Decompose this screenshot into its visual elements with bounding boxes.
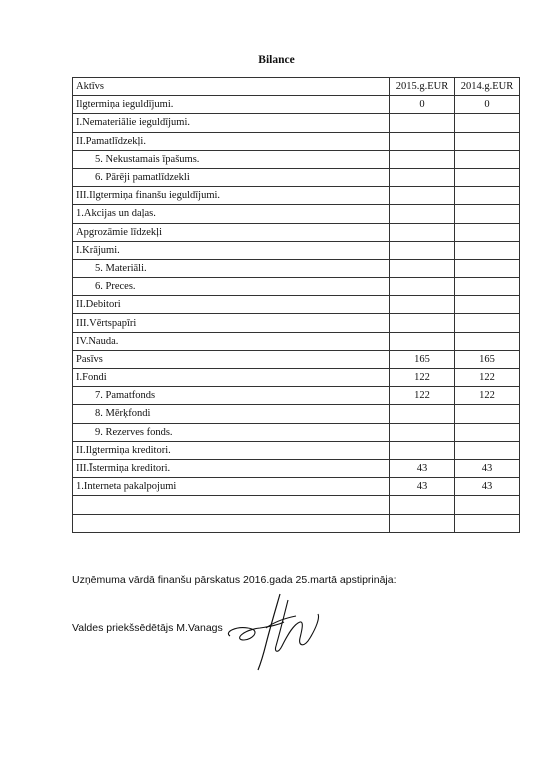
row-label: Apgrozāmie līdzekļi — [73, 223, 390, 241]
row-label: 6. Pārēji pamatlīdzekli — [73, 168, 390, 186]
row-label: Pasīvs — [73, 350, 390, 368]
row-value-2014: 122 — [455, 387, 520, 405]
table-row — [73, 241, 520, 259]
row-label: 8. Mērķfondi — [73, 405, 390, 423]
row-label: Ilgtermiņa ieguldījumi. — [73, 96, 390, 114]
row-value-2015 — [390, 132, 455, 150]
approval-statement: Uzņēmuma vārdā finanšu pārskatus 2016.gada 25.martā apstiprināja: — [72, 574, 397, 586]
row-value-2015 — [390, 150, 455, 168]
row-value-2015 — [390, 441, 455, 459]
row-label: IV.Nauda. — [73, 332, 390, 350]
table-row — [73, 350, 520, 368]
row-label: III.Vērtspapīri — [73, 314, 390, 332]
row-value-2014 — [455, 314, 520, 332]
table-row — [73, 514, 520, 532]
row-value-2015 — [390, 187, 455, 205]
row-value-2014 — [455, 205, 520, 223]
row-value-2015: 122 — [390, 387, 455, 405]
row-label: I.Nemateriālie ieguldījumi. — [73, 114, 390, 132]
table-row — [73, 187, 520, 205]
row-label: I.Krājumi. — [73, 241, 390, 259]
row-value-2015 — [390, 278, 455, 296]
row-label: II.Ilgtermiņa kreditori. — [73, 441, 390, 459]
row-value-2015 — [390, 314, 455, 332]
row-label: II.Pamatlīdzekļi. — [73, 132, 390, 150]
header-aktivs: Aktīvs — [73, 78, 390, 96]
row-value-2015 — [390, 114, 455, 132]
row-value-2015 — [390, 168, 455, 186]
table-row — [73, 423, 520, 441]
row-value-2014 — [455, 223, 520, 241]
signer-line: Valdes priekšsēdētājs M.Vanags — [72, 622, 223, 634]
row-value-2014 — [455, 168, 520, 186]
balance-table-body — [73, 96, 520, 533]
row-value-2014 — [455, 514, 520, 532]
table-row — [73, 278, 520, 296]
row-label: 9. Rezerves fonds. — [73, 423, 390, 441]
row-value-2014 — [455, 423, 520, 441]
handwritten-signature — [222, 588, 332, 678]
row-value-2015 — [390, 296, 455, 314]
row-label — [73, 514, 390, 532]
document-title: Bilance — [258, 54, 295, 66]
row-label: 7. Pamatfonds — [73, 387, 390, 405]
table-row — [73, 168, 520, 186]
table-row — [73, 223, 520, 241]
row-label: 1.Akcijas un daļas. — [73, 205, 390, 223]
row-value-2014: 122 — [455, 369, 520, 387]
row-label: III.Ilgtermiņa finanšu ieguldījumi. — [73, 187, 390, 205]
row-value-2014 — [455, 296, 520, 314]
row-label: II.Debitori — [73, 296, 390, 314]
row-value-2014 — [455, 496, 520, 514]
row-value-2015: 43 — [390, 459, 455, 477]
header-2015: 2015.g.EUR — [390, 78, 455, 96]
table-row — [73, 296, 520, 314]
table-row — [73, 205, 520, 223]
table-row — [73, 132, 520, 150]
row-value-2015 — [390, 423, 455, 441]
row-label: 5. Materiāli. — [73, 259, 390, 277]
row-value-2015 — [390, 514, 455, 532]
row-value-2014 — [455, 132, 520, 150]
table-row — [73, 496, 520, 514]
row-value-2014 — [455, 187, 520, 205]
row-value-2015 — [390, 205, 455, 223]
row-value-2015 — [390, 405, 455, 423]
row-value-2015 — [390, 223, 455, 241]
header-2014: 2014.g.EUR — [455, 78, 520, 96]
table-row — [73, 314, 520, 332]
row-value-2014 — [455, 441, 520, 459]
row-value-2014: 43 — [455, 478, 520, 496]
table-row — [73, 405, 520, 423]
row-value-2015 — [390, 496, 455, 514]
row-value-2015 — [390, 259, 455, 277]
row-value-2014: 165 — [455, 350, 520, 368]
row-value-2015: 122 — [390, 369, 455, 387]
row-label: 1.Interneta pakalpojumi — [73, 478, 390, 496]
table-row — [73, 114, 520, 132]
row-value-2015: 43 — [390, 478, 455, 496]
table-row — [73, 259, 520, 277]
table-row — [73, 369, 520, 387]
table-row — [73, 150, 520, 168]
row-value-2014 — [455, 405, 520, 423]
row-value-2015 — [390, 332, 455, 350]
table-row — [73, 387, 520, 405]
row-value-2014 — [455, 150, 520, 168]
row-value-2015: 0 — [390, 96, 455, 114]
row-value-2014 — [455, 332, 520, 350]
row-value-2015 — [390, 241, 455, 259]
table-row — [73, 478, 520, 496]
row-value-2014: 43 — [455, 459, 520, 477]
row-value-2014: 0 — [455, 96, 520, 114]
table-row — [73, 332, 520, 350]
table-row — [73, 96, 520, 114]
row-label — [73, 496, 390, 514]
row-label: I.Fondi — [73, 369, 390, 387]
table-header-row — [73, 78, 520, 96]
row-value-2015: 165 — [390, 350, 455, 368]
row-value-2014 — [455, 114, 520, 132]
table-row — [73, 441, 520, 459]
balance-table — [72, 77, 520, 533]
table-row — [73, 459, 520, 477]
row-value-2014 — [455, 241, 520, 259]
row-label: III.Īstermiņa kreditori. — [73, 459, 390, 477]
row-value-2014 — [455, 278, 520, 296]
row-label: 6. Preces. — [73, 278, 390, 296]
row-label: 5. Nekustamais īpašums. — [73, 150, 390, 168]
row-value-2014 — [455, 259, 520, 277]
